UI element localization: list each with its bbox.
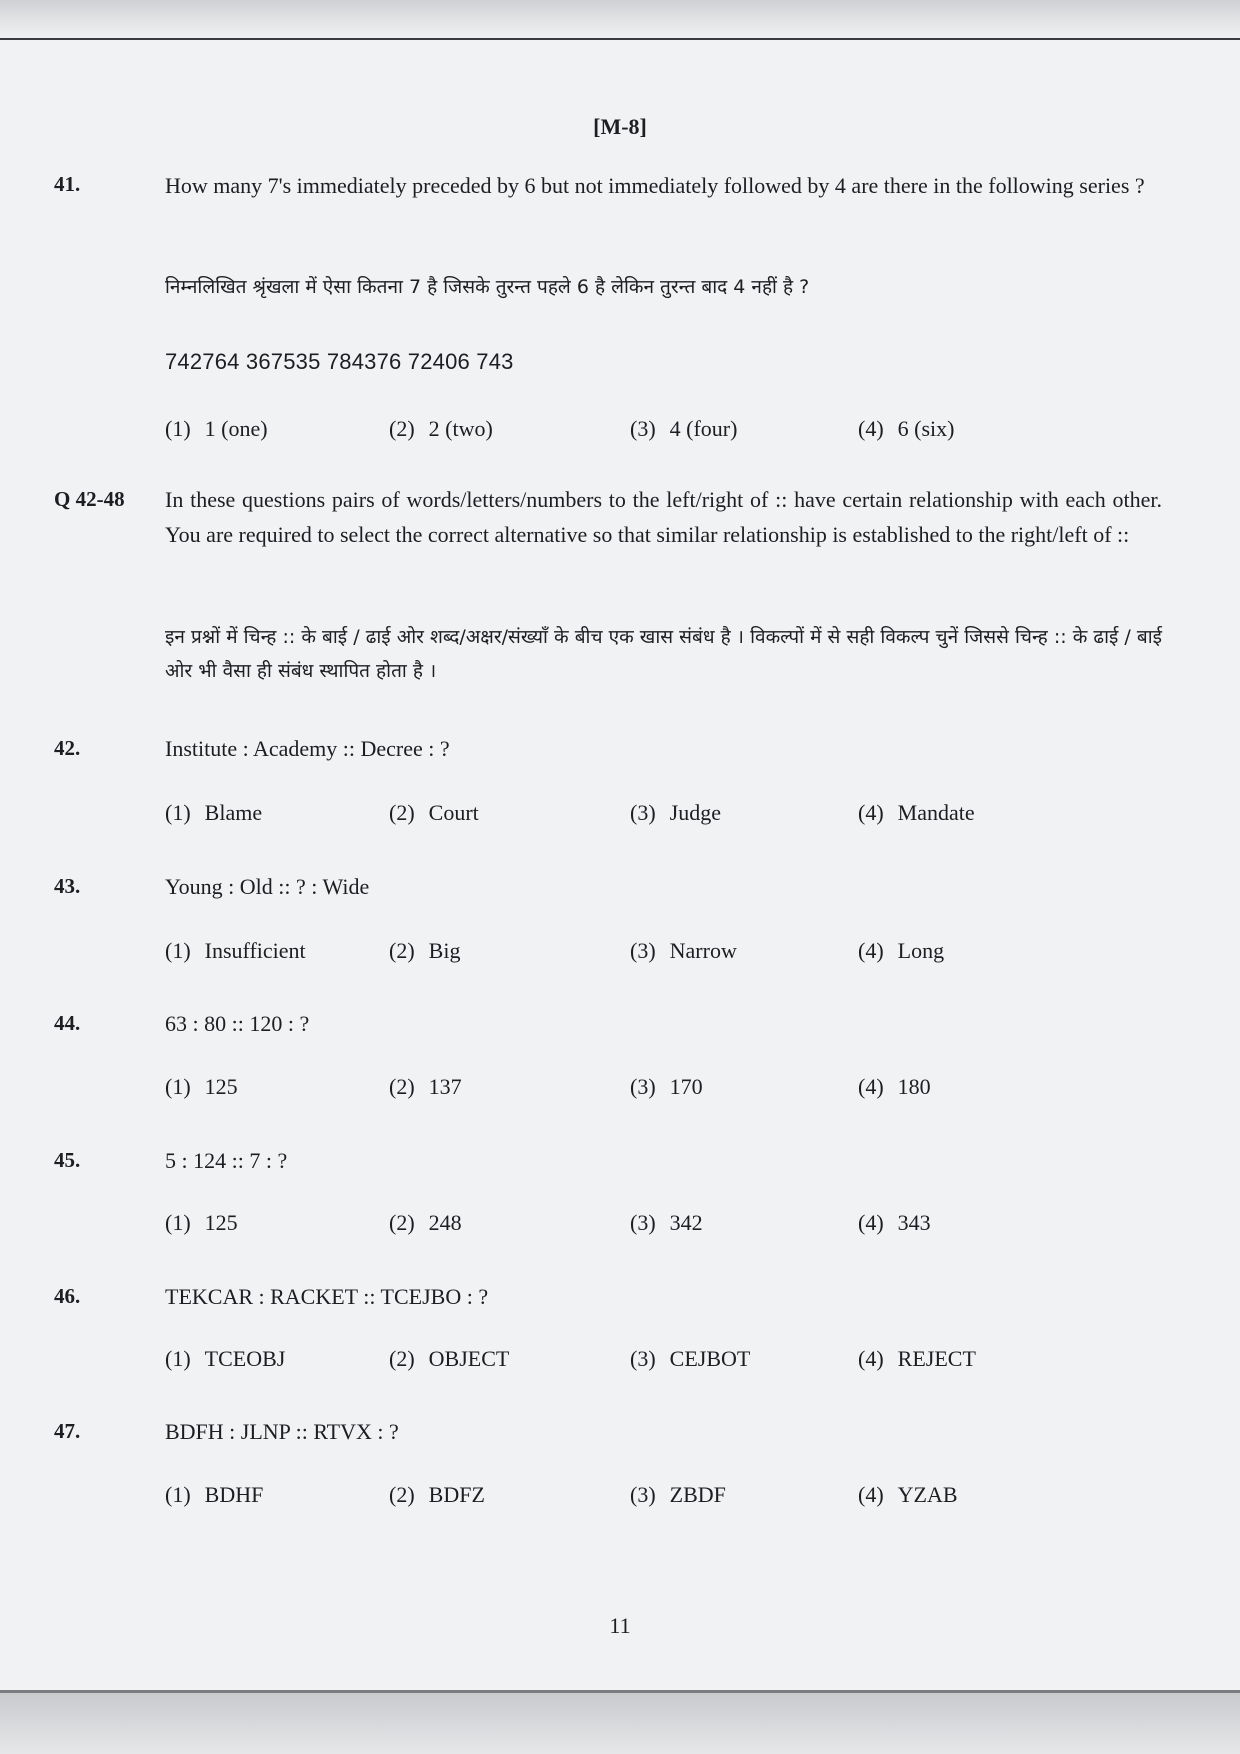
option-4[interactable] bbox=[858, 1482, 958, 1508]
option-number: (4) bbox=[858, 1346, 884, 1371]
option-text: BDHF bbox=[204, 1482, 264, 1507]
option-number: (4) bbox=[858, 800, 884, 825]
option-number: (4) bbox=[858, 1074, 884, 1099]
option-text: Insufficient bbox=[204, 938, 306, 963]
option-2[interactable] bbox=[389, 416, 493, 442]
option-text: 6 (six) bbox=[897, 416, 955, 441]
option-2[interactable] bbox=[389, 800, 479, 826]
instructions-text: In these questions pairs of words/letters/numbers to the left/right of :: have certain relationship with each other. You are required to select the correct alternative so that similar relationship is established to the right/left of :: bbox=[165, 487, 1162, 547]
option-1[interactable] bbox=[165, 1482, 263, 1508]
option-number: (1) bbox=[165, 416, 191, 441]
option-1[interactable] bbox=[165, 416, 268, 442]
option-number: (2) bbox=[389, 938, 415, 963]
option-1[interactable] bbox=[165, 938, 306, 964]
question-text-41: How many 7's immediately preceded by 6 but not immediately followed by 4 are there in the following series ? bbox=[165, 173, 1145, 198]
option-1[interactable] bbox=[165, 1074, 238, 1100]
option-number: (2) bbox=[389, 416, 415, 441]
option-2[interactable] bbox=[389, 1210, 462, 1236]
option-3[interactable] bbox=[630, 1074, 703, 1100]
option-3[interactable] bbox=[630, 1346, 750, 1372]
instructions-label: Q 42-48 bbox=[54, 487, 125, 511]
option-text: OBJECT bbox=[428, 1346, 510, 1371]
option-text: Judge bbox=[669, 800, 721, 825]
option-text: Court bbox=[428, 800, 479, 825]
question-text-45: 5 : 124 :: 7 : ? bbox=[165, 1148, 288, 1173]
option-text: 343 bbox=[897, 1210, 931, 1235]
option-number: (3) bbox=[630, 1346, 656, 1371]
question-number-41: 41. bbox=[54, 172, 81, 196]
option-text: BDFZ bbox=[428, 1482, 485, 1507]
question-number-43: 43. bbox=[54, 874, 81, 898]
option-4[interactable] bbox=[858, 1346, 976, 1372]
option-1[interactable] bbox=[165, 1210, 238, 1236]
page-number: 11 bbox=[609, 1613, 631, 1638]
option-number: (3) bbox=[630, 800, 656, 825]
instructions-hindi: इन प्रश्नों में चिन्ह :: के बाई / ढाई ओर शब्द/अक्षर/संख्याँ के बीच एक खास संबंध है । विकल्पों में से सही विकल्प चुनें जिससे चिन्ह :: के ढाई / बाई ओर भी वैसा ही संबंध स्थापित होता है । bbox=[165, 626, 1162, 682]
option-2[interactable] bbox=[389, 1482, 485, 1508]
option-number: (1) bbox=[165, 1482, 191, 1507]
options-45 bbox=[0, 1210, 1240, 1242]
option-3[interactable] bbox=[630, 1482, 726, 1508]
option-number: (3) bbox=[630, 938, 656, 963]
option-text: 2 (two) bbox=[428, 416, 493, 441]
option-number: (1) bbox=[165, 1346, 191, 1371]
options-46 bbox=[0, 1346, 1240, 1378]
question-number-42: 42. bbox=[54, 736, 81, 760]
option-text: 180 bbox=[897, 1074, 931, 1099]
option-number: (2) bbox=[389, 800, 415, 825]
option-number: (1) bbox=[165, 938, 191, 963]
option-number: (1) bbox=[165, 800, 191, 825]
option-number: (4) bbox=[858, 938, 884, 963]
option-number: (4) bbox=[858, 1210, 884, 1235]
question-text-43: Young : Old :: ? : Wide bbox=[165, 874, 370, 899]
option-text: 248 bbox=[428, 1210, 462, 1235]
option-3[interactable] bbox=[630, 416, 737, 442]
option-3[interactable] bbox=[630, 800, 721, 826]
scan-top-shadow bbox=[0, 0, 1240, 38]
option-text: 125 bbox=[204, 1074, 238, 1099]
paper-code: [M-8] bbox=[593, 114, 647, 139]
question-text-44: 63 : 80 :: 120 : ? bbox=[165, 1011, 310, 1036]
option-number: (2) bbox=[389, 1346, 415, 1371]
option-text: CEJBOT bbox=[669, 1346, 751, 1371]
question-number-44: 44. bbox=[54, 1011, 81, 1035]
option-number: (2) bbox=[389, 1074, 415, 1099]
question-number-46: 46. bbox=[54, 1284, 81, 1308]
option-text: Big bbox=[428, 938, 461, 963]
option-4[interactable] bbox=[858, 1210, 931, 1236]
option-number: (3) bbox=[630, 1074, 656, 1099]
option-number: (3) bbox=[630, 1482, 656, 1507]
option-number: (4) bbox=[858, 1482, 884, 1507]
option-number: (1) bbox=[165, 1074, 191, 1099]
question-number-47: 47. bbox=[54, 1419, 81, 1443]
question-text-42: Institute : Academy :: Decree : ? bbox=[165, 736, 450, 761]
option-number: (2) bbox=[389, 1482, 415, 1507]
option-text: 1 (one) bbox=[204, 416, 268, 441]
option-4[interactable] bbox=[858, 1074, 931, 1100]
question-number-45: 45. bbox=[54, 1148, 81, 1172]
question-hindi-41: निम्नलिखित श्रृंखला में ऐसा कितना 7 है जिसके तुरन्त पहले 6 है लेकिन तुरन्त बाद 4 नहीं है ? bbox=[165, 276, 810, 298]
option-2[interactable] bbox=[389, 1346, 509, 1372]
option-text: 4 (four) bbox=[669, 416, 738, 441]
option-text: 137 bbox=[428, 1074, 462, 1099]
option-2[interactable] bbox=[389, 1074, 462, 1100]
number-series: 742764 367535 784376 72406 743 bbox=[165, 349, 514, 374]
option-number: (2) bbox=[389, 1210, 415, 1235]
option-text: Long bbox=[897, 938, 945, 963]
option-text: 342 bbox=[669, 1210, 703, 1235]
option-number: (3) bbox=[630, 416, 656, 441]
options-47 bbox=[0, 1482, 1240, 1514]
option-number: (1) bbox=[165, 1210, 191, 1235]
option-3[interactable] bbox=[630, 938, 737, 964]
option-3[interactable] bbox=[630, 1210, 703, 1236]
option-text: Mandate bbox=[897, 800, 975, 825]
option-number: (4) bbox=[858, 416, 884, 441]
options-44 bbox=[0, 1074, 1240, 1106]
option-text: 125 bbox=[204, 1210, 238, 1235]
question-text-47: BDFH : JLNP :: RTVX : ? bbox=[165, 1419, 399, 1444]
option-4[interactable] bbox=[858, 416, 954, 442]
option-4[interactable] bbox=[858, 800, 975, 826]
option-number: (3) bbox=[630, 1210, 656, 1235]
top-rule bbox=[0, 38, 1240, 40]
question-text-46: TEKCAR : RACKET :: TCEJBO : ? bbox=[165, 1284, 489, 1309]
scan-bottom-shadow bbox=[0, 1693, 1240, 1754]
option-1[interactable] bbox=[165, 800, 262, 826]
options-42 bbox=[0, 800, 1240, 832]
options-41 bbox=[0, 416, 1240, 448]
option-text: YZAB bbox=[897, 1482, 958, 1507]
option-1[interactable] bbox=[165, 1346, 285, 1372]
options-43 bbox=[0, 938, 1240, 970]
option-text: REJECT bbox=[897, 1346, 976, 1371]
option-text: ZBDF bbox=[669, 1482, 726, 1507]
option-4[interactable] bbox=[858, 938, 944, 964]
option-2[interactable] bbox=[389, 938, 460, 964]
option-text: 170 bbox=[669, 1074, 703, 1099]
option-text: Narrow bbox=[669, 938, 737, 963]
option-text: Blame bbox=[204, 800, 263, 825]
option-text: TCEOBJ bbox=[204, 1346, 286, 1371]
